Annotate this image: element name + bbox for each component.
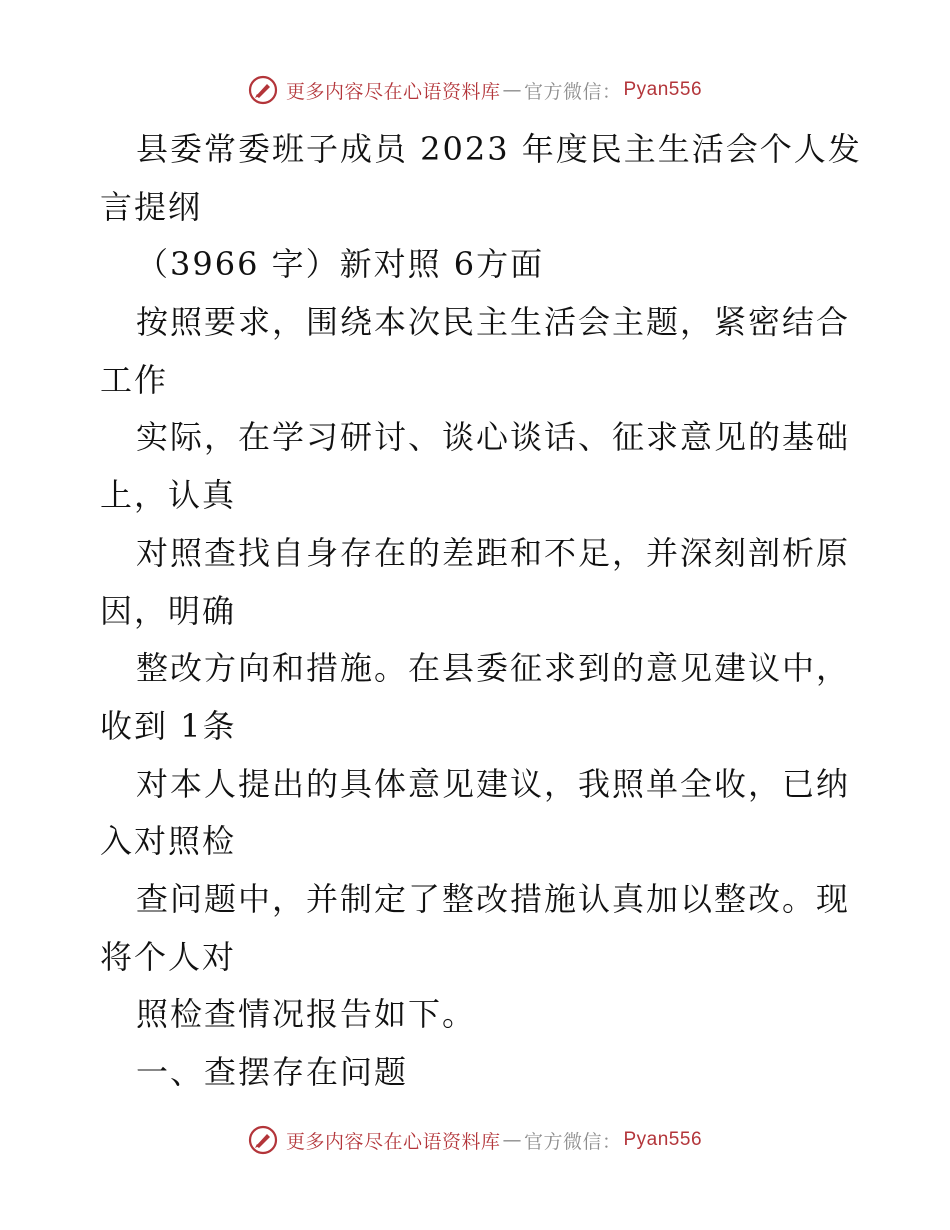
document-line: 收到 1条 (100, 706, 237, 745)
watermark-separator: — (502, 79, 522, 101)
document-line: 查问题中，并制定了整改措施认真加以整改。现 (136, 879, 851, 918)
document-body (100, 121, 860, 1102)
document-line: 言提纲 (100, 187, 203, 226)
document-line: 一、查摆存在问题 (136, 1053, 409, 1091)
pen-circle-logo-icon (248, 75, 278, 105)
document-line: 对照查找自身存在的差距和不足，并深刻剖析原 (136, 533, 851, 572)
document-line: 照检查情况报告如下。 (136, 995, 477, 1034)
watermark-main-text: 更多内容尽在心语资料库 (285, 1130, 501, 1153)
document-line: 实际，在学习研讨、谈心谈话、征求意见的基础 (136, 418, 851, 457)
document-line: 按照要求，围绕本次民主生活会主题，紧密结合 (136, 303, 851, 342)
watermark-separator: — (502, 1129, 522, 1151)
watermark-wechat-label: 官方微信： (523, 1130, 622, 1153)
watermark-wechat-label: 官方微信： (523, 80, 622, 103)
document-line: （3966 字）新对照 6方面 (136, 245, 545, 284)
watermark-main-text: 更多内容尽在心语资料库 (285, 80, 501, 103)
document-line: 上，认真 (100, 476, 237, 515)
watermark-header (0, 70, 950, 110)
document-line: 整改方向和措施。在县委征求到的意见建议中， (136, 649, 851, 688)
document-line: 对本人提出的具体意见建议，我照单全收，已纳 (136, 764, 851, 803)
watermark-footer (0, 1120, 950, 1160)
pen-circle-logo-icon (248, 1125, 278, 1155)
watermark-wechat-id: Pyan556 (623, 79, 703, 100)
document-line: 县委常委班子成员 2023 年度民主生活会个人发 (136, 130, 862, 168)
document-line: 将个人对 (100, 937, 237, 976)
watermark-wechat-id: Pyan556 (623, 1129, 703, 1150)
document-line: 工作 (100, 360, 169, 399)
document-line: 因，明确 (100, 591, 237, 630)
document-line: 入对照检 (100, 822, 237, 861)
